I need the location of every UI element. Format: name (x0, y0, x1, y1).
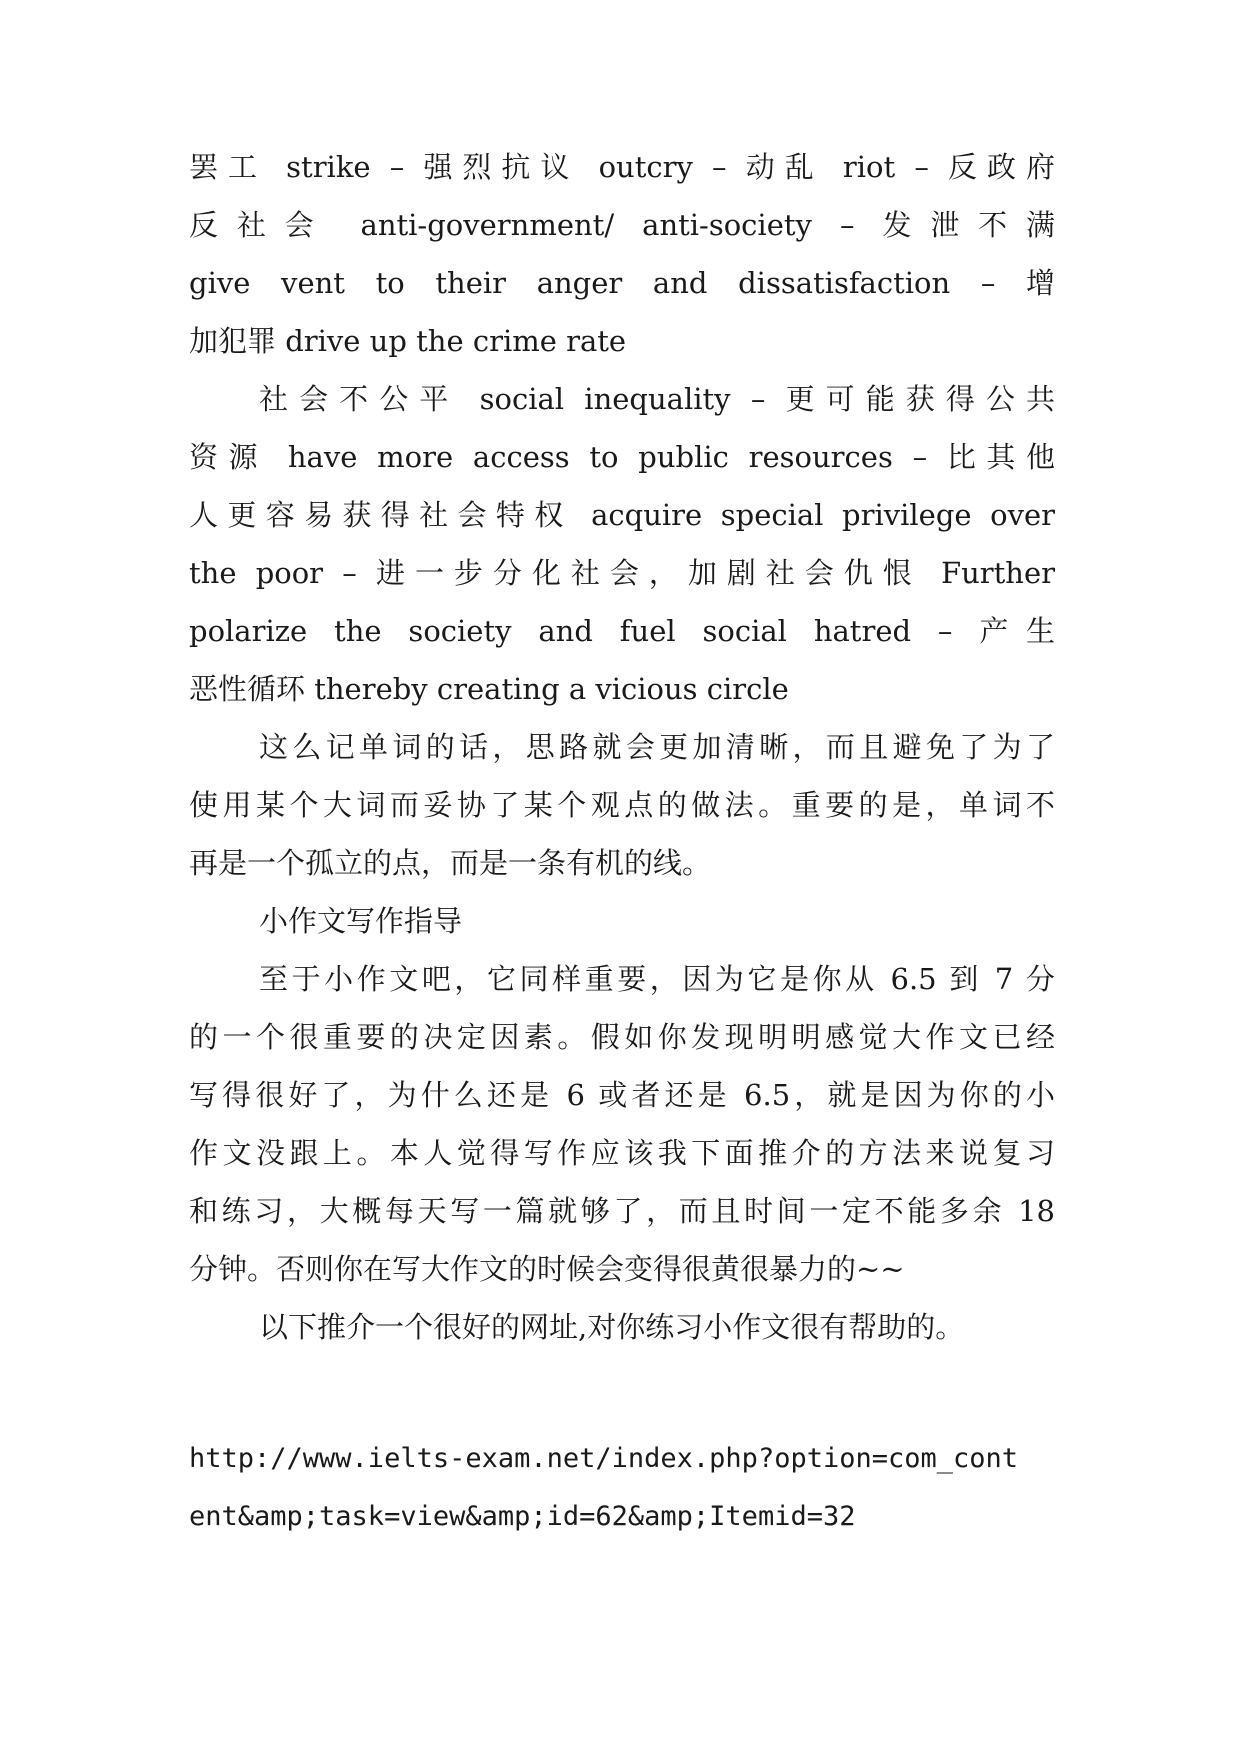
text-line: polarize the society and fuel social hatred – 产生 (189, 614, 1055, 648)
text-line: 反社会 anti-government/ anti-society – 发泄不满 (189, 208, 1055, 242)
heading-text: 小作文写作指导 (259, 904, 463, 938)
url-line[interactable]: http://www.ielts-exam.net/index.php?option=com_cont (189, 1443, 1019, 1474)
text-line: 写得很好了，为什么还是 6 或者还是 6.5，就是因为你的小 (189, 1078, 1055, 1112)
text-line: 的一个很重要的决定因素。假如你发现明明感觉大作文已经 (189, 1020, 1055, 1054)
text-line: 恶性循环 thereby creating a vicious circle (189, 672, 789, 706)
paragraph-website-intro (189, 1298, 1055, 1356)
text-line: 分钟。否则你在写大作文的时候会变得很黄很暴力的~~ (189, 1252, 905, 1286)
text-line: 至于小作文吧，它同样重要，因为它是你从 6.5 到 7 分 (259, 962, 1055, 996)
text-line: give vent to their anger and dissatisfaction – 增 (189, 266, 1055, 300)
text-line: 使用某个大词而妥协了某个观点的做法。重要的是，单词不 (189, 788, 1055, 822)
paragraph-vocab-unrest (189, 138, 1055, 370)
text-line: 人更容易获得社会特权 acquire special privilege over (189, 498, 1055, 532)
text-line: 罢工 strike – 强烈抗议 outcry – 动乱 riot – 反政府 (189, 150, 1055, 184)
text-line: the poor – 进一步分化社会，加剧社会仇恨 Further (189, 556, 1055, 590)
section-heading (189, 892, 1055, 950)
paragraph-task1-advice (189, 950, 1055, 1298)
text-line: 加犯罪 drive up the crime rate (189, 324, 627, 358)
text-line: 和练习，大概每天写一篇就够了，而且时间一定不能多余 18 (189, 1194, 1055, 1228)
text-line: 这么记单词的话，思路就会更加清晰，而且避免了为了 (259, 730, 1055, 764)
paragraph-memorize-tip (189, 718, 1055, 892)
website-url[interactable] (189, 1430, 1055, 1546)
text-line: 再是一个孤立的点，而是一条有机的线。 (189, 846, 712, 880)
text-line: 资源 have more access to public resources – 比其他 (189, 440, 1055, 474)
text-line: 作文没跟上。本人觉得写作应该我下面推介的方法来说复习 (189, 1136, 1055, 1170)
url-line[interactable]: ent&amp;task=view&amp;id=62&amp;Itemid=32 (189, 1501, 856, 1532)
paragraph-vocab-inequality (189, 370, 1055, 718)
text-line: 以下推介一个很好的网址,对你练习小作文很有帮助的。 (259, 1310, 965, 1344)
text-line: 社会不公平 social inequality – 更可能获得公共 (259, 382, 1055, 416)
